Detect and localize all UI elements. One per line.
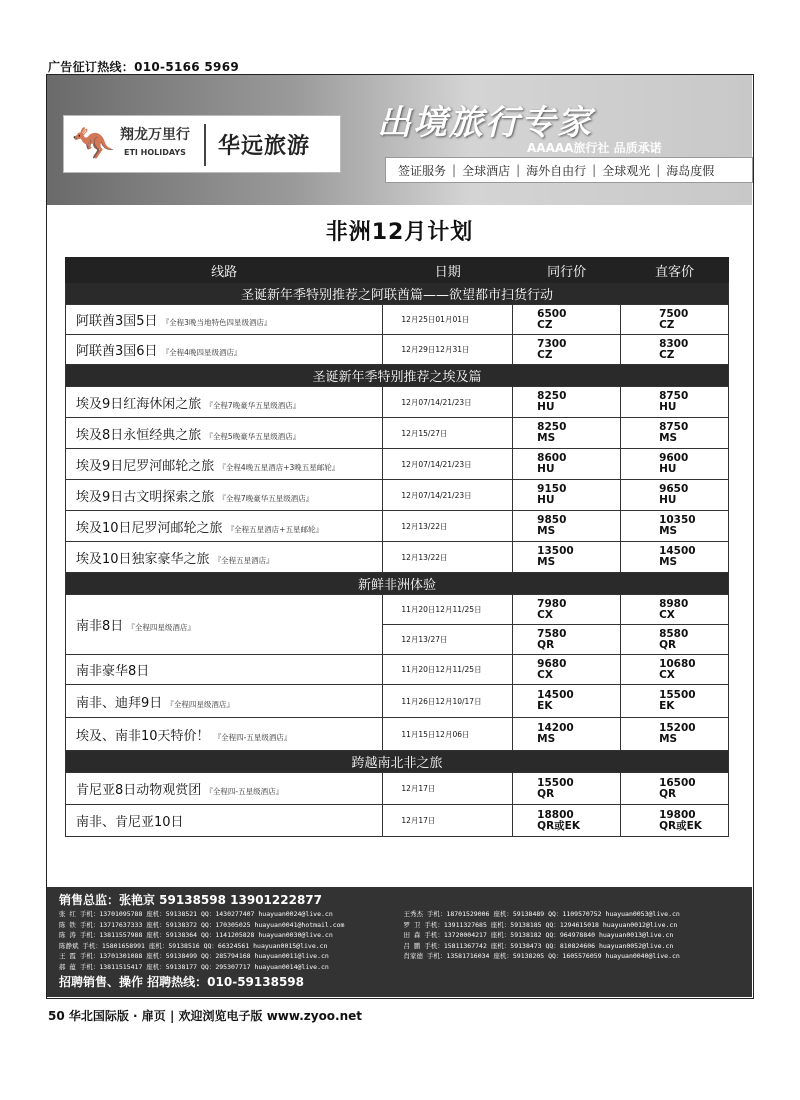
trade-price: 8250 [537, 390, 567, 402]
retail-carrier: CX [659, 668, 675, 681]
contacts-left [59, 909, 396, 973]
trade-carrier: HU [537, 401, 555, 413]
trade-price-cell [513, 335, 621, 365]
route-cell [66, 418, 383, 449]
trade-carrier: HU [537, 494, 555, 506]
trade-price: 6500 [537, 307, 567, 320]
retail-price-cell [621, 655, 729, 685]
trade-price-cell [513, 418, 621, 449]
retail-price-cell [621, 685, 729, 718]
retail-price-cell [621, 805, 729, 837]
brand-name: 华远旅游 [218, 134, 311, 159]
route-cell [66, 805, 383, 837]
table-row [66, 305, 729, 335]
table-row [66, 449, 729, 480]
trade-carrier: CZ [537, 318, 553, 331]
table-row [66, 387, 729, 418]
date-cell: 12月07/14/21/23日 [383, 387, 513, 418]
table-row [66, 773, 729, 805]
retail-price-cell [621, 625, 729, 655]
trade-price-cell [513, 773, 621, 805]
route-cell [66, 480, 383, 511]
route-note: 『全程3晚当地特色四星级酒店』 [161, 318, 272, 327]
trade-price: 9150 [537, 483, 567, 495]
trade-price: 14500 [537, 689, 574, 701]
trade-price-cell [513, 305, 621, 335]
route-cell [66, 449, 383, 480]
contact-row: 肖家德 手机：13581716034 座机：59138205 QQ：1605576059 huayuan0040@live.cn [403, 952, 680, 961]
retail-price: 9600 [659, 452, 689, 464]
retail-price-cell [621, 387, 729, 418]
col-trade-price: 同行价 [513, 258, 621, 283]
trade-carrier: HU [537, 463, 555, 475]
date-cell: 11月26日12月10/17日 [383, 685, 513, 718]
ad-frame [46, 74, 754, 999]
trade-price-cell [513, 655, 621, 685]
contacts-right [404, 909, 741, 973]
trade-price-cell [513, 625, 621, 655]
contact-row: 张 红 手机：13701095788 座机：59138521 QQ：1430277407 huayuan0024@live.cn [59, 910, 333, 918]
trade-carrier: QR [537, 787, 555, 800]
retail-price: 8980 [659, 597, 689, 610]
retail-price: 7500 [659, 307, 689, 320]
trade-carrier: MS [537, 525, 556, 537]
trade-price: 18800 [537, 808, 574, 821]
route-name: 南非8日 [76, 619, 124, 634]
contact-row: 吕 鹏 手机：15811367742 座机：59138473 QQ：810824606 huayuan0052@live.cn [403, 941, 674, 950]
date-cell: 12月07/14/21/23日 [383, 449, 513, 480]
table-row [66, 542, 729, 573]
retail-price: 15200 [659, 722, 696, 734]
trade-price: 13500 [537, 545, 574, 557]
route-name: 埃及、南非10天特价！ [76, 728, 210, 744]
service-hotel: 全球酒店 [462, 163, 511, 178]
col-date: 日期 [383, 258, 513, 283]
logo-cn: 翔龙万里行 [120, 127, 190, 143]
route-cell [66, 655, 383, 685]
route-cell [66, 387, 383, 418]
trade-price: 9680 [537, 657, 567, 670]
trade-price-cell [513, 718, 621, 751]
date-cell: 11月20日12月11/25日 [383, 655, 513, 685]
trade-price: 7300 [537, 337, 567, 350]
route-cell [66, 335, 383, 365]
section-header [66, 283, 729, 305]
retail-price-cell [621, 595, 729, 625]
sales-footer [47, 887, 752, 997]
trade-price-cell [513, 805, 621, 837]
banner [47, 75, 752, 205]
date-cell: 12月13/27日 [383, 625, 513, 655]
trade-price-cell [513, 511, 621, 542]
retail-carrier: MS [659, 733, 678, 745]
route-name: 埃及9日古文明探索之旅 [76, 489, 215, 505]
contact-row: 陈 铁 手机：13717637333 座机：59138372 QQ：170305025 huayuan0041@hotmail.com [59, 920, 345, 929]
brandline: AAAAA旅行社 品质承诺 [527, 141, 662, 155]
date-cell: 12月25日01月01日 [383, 305, 513, 335]
page-footer: 50 华北国际版 · 扉页 | 欢迎浏览电子版 www.zyoo.net [48, 1009, 363, 1023]
retail-price-cell [621, 773, 729, 805]
date-cell: 12月07/14/21/23日 [383, 480, 513, 511]
date-cell: 12月15/27日 [383, 418, 513, 449]
date-cell: 11月20日12月11/25日 [383, 595, 513, 625]
route-name: 埃及8日永恒经典之旅 [76, 427, 202, 443]
section-header [66, 751, 729, 773]
trade-price-cell [513, 595, 621, 625]
service-visa: 签证服务 [398, 163, 447, 178]
table-row [66, 718, 729, 751]
contact-row: 陈 涛 手机：13811557988 座机：59138364 QQ：1141205828 huayuan0030@live.cn [59, 931, 333, 940]
trade-carrier: MS [537, 556, 556, 568]
retail-price-cell [621, 718, 729, 751]
route-cell [66, 718, 383, 751]
date-cell: 12月17日 [383, 773, 513, 805]
section-title: 圣诞新年季特别推荐之阿联酋篇——欲望都市扫货行动 [66, 283, 729, 305]
trade-price-cell [513, 542, 621, 573]
section-title: 跨越南北非之旅 [66, 751, 729, 773]
trade-carrier: CX [537, 608, 553, 621]
retail-price-cell [621, 480, 729, 511]
route-name: 埃及9日红海休闲之旅 [76, 396, 202, 412]
col-retail-price: 直客价 [621, 258, 729, 283]
retail-price-cell [621, 335, 729, 365]
route-name: 南非豪华8日 [76, 664, 150, 679]
route-note: 『全程4晚四星级酒店』 [161, 348, 242, 357]
contact-row: 田 森 手机：13720004217 座机：59138182 QQ：964978840 huayuan0013@live.cn [403, 931, 674, 940]
contact-row: 王 霞 手机：13701301088 座机：59138499 QQ：285794168 huayuan0011@live.cn [59, 952, 329, 961]
trade-carrier: QR或EK [537, 819, 580, 832]
trade-price: 9850 [537, 514, 567, 526]
route-note: 『全程五星酒店』 [213, 555, 274, 565]
logo-box [63, 115, 341, 173]
route-cell [66, 305, 383, 335]
route-name: 阿联酋3国5日 [76, 314, 158, 329]
table-row [66, 595, 729, 625]
trade-carrier: MS [537, 733, 556, 745]
trade-price-cell [513, 480, 621, 511]
trade-carrier: QR [537, 638, 555, 651]
retail-price: 10680 [659, 657, 696, 670]
table-row [66, 655, 729, 685]
route-name: 肯尼亚8日动物观赏团 [76, 783, 202, 798]
retail-price: 8300 [659, 337, 689, 350]
trade-price: 14200 [537, 722, 574, 734]
retail-price: 8750 [659, 390, 689, 402]
table-row [66, 511, 729, 542]
trade-price-cell [513, 449, 621, 480]
route-name: 南非、迪拜9日 [76, 695, 163, 711]
retail-price: 15500 [659, 689, 696, 701]
trade-price: 7580 [537, 627, 567, 640]
trade-price: 8250 [537, 421, 567, 433]
route-note: 『全程四星级酒店』 [166, 699, 234, 709]
route-cell [66, 595, 383, 655]
retail-price: 8750 [659, 421, 689, 433]
table-row [66, 335, 729, 365]
recruit-hotline: 招聘销售、操作 招聘热线：010-59138598 [59, 974, 305, 989]
trade-price: 8600 [537, 452, 567, 464]
date-cell: 12月29日12月31日 [383, 335, 513, 365]
route-note: 『全程5晚豪华五星级酒店』 [205, 431, 301, 441]
trade-price-cell [513, 387, 621, 418]
contact-row: 王秀杰 手机：18701529006 座机：59138489 QQ：1109570752 huayuan0053@live.cn [403, 910, 680, 918]
trade-carrier: EK [537, 700, 553, 712]
logo-divider [204, 124, 206, 166]
route-note: 『全程四-五星级酒店』 [205, 787, 284, 796]
route-cell [66, 685, 383, 718]
trade-price: 7980 [537, 597, 567, 610]
route-name: 南非、肯尼亚10日 [76, 815, 184, 830]
route-name: 阿联酋3国6日 [76, 344, 158, 359]
retail-price: 19800 [659, 808, 696, 821]
services-bar: 签证服务 | 全球酒店 | 海外自由行 | 全球观光 | 海岛度假 [385, 157, 753, 183]
service-free-travel: 海外自由行 [526, 163, 587, 178]
col-route: 线路 [66, 258, 383, 283]
trade-price-cell [513, 685, 621, 718]
retail-price-cell [621, 542, 729, 573]
retail-price: 10350 [659, 514, 696, 526]
retail-price-cell [621, 418, 729, 449]
service-island: 海岛度假 [666, 163, 715, 178]
section-header [66, 365, 729, 387]
service-sightseeing: 全球观光 [602, 163, 651, 178]
retail-carrier: MS [659, 556, 678, 568]
route-name: 埃及10日独家豪华之旅 [76, 551, 210, 567]
retail-carrier: CX [659, 608, 675, 621]
contact-row: 郝 蕴 手机：13811515417 座机：59138177 QQ：295307717 huayuan0014@live.cn [59, 962, 329, 971]
date-cell: 12月17日 [383, 805, 513, 837]
retail-price-cell [621, 305, 729, 335]
contact-row: 陈静斌 手机：15801658991 座机：59138516 QQ：66324561 huayuan0015@live.cn [59, 941, 328, 950]
itinerary-table [65, 257, 729, 837]
route-name: 埃及10日尼罗河邮轮之旅 [76, 520, 223, 536]
date-cell: 12月13/22日 [383, 542, 513, 573]
route-cell [66, 773, 383, 805]
kangaroo-icon: 🦘 [72, 124, 115, 164]
route-note: 『全程7晚豪华五星级酒店』 [218, 493, 314, 503]
retail-price: 8580 [659, 627, 689, 640]
retail-price: 16500 [659, 776, 696, 789]
contact-row: 罗 卫 手机：13911327685 座机：59138185 QQ：1294615018 huayuan0012@live.cn [403, 920, 678, 929]
trade-price: 15500 [537, 776, 574, 789]
retail-carrier: CZ [659, 348, 675, 361]
retail-carrier: QR或EK [659, 819, 702, 832]
trade-carrier: MS [537, 432, 556, 444]
table-row [66, 685, 729, 718]
route-note: 『全程四-五星级酒店』 [213, 732, 292, 742]
page-title: 非洲12月计划 [325, 220, 474, 245]
section-title: 圣诞新年季特别推荐之埃及篇 [66, 365, 729, 387]
retail-carrier: EK [659, 700, 675, 712]
retail-price-cell [621, 449, 729, 480]
retail-carrier: HU [659, 463, 677, 475]
table-row [66, 805, 729, 837]
retail-carrier: QR [659, 638, 677, 651]
retail-carrier: CZ [659, 318, 675, 331]
retail-carrier: MS [659, 432, 678, 444]
route-cell [66, 511, 383, 542]
table-row [66, 418, 729, 449]
section-title: 新鲜非洲体验 [66, 573, 729, 595]
retail-carrier: QR [659, 787, 677, 800]
route-note: 『全程7晚豪华五星级酒店』 [205, 400, 301, 410]
retail-carrier: HU [659, 401, 677, 413]
section-header [66, 573, 729, 595]
route-note: 『全程五星酒店+五星邮轮』 [226, 524, 323, 534]
retail-price: 14500 [659, 545, 696, 557]
trade-carrier: CZ [537, 348, 553, 361]
route-note: 『全程四星级酒店』 [127, 623, 195, 632]
date-cell: 11月15日12月06日 [383, 718, 513, 751]
route-name: 埃及9日尼罗河邮轮之旅 [76, 458, 215, 474]
retail-carrier: HU [659, 494, 677, 506]
route-note: 『全程4晚五星酒店+3晚五星邮轮』 [218, 462, 340, 472]
date-cell: 12月13/22日 [383, 511, 513, 542]
ad-hotline: 广告征订热线：010-5166 5969 [48, 60, 240, 74]
retail-carrier: MS [659, 525, 678, 537]
retail-price: 9650 [659, 483, 689, 495]
sales-director: 销售总监：张艳京 59138598 13901222877 [59, 893, 322, 907]
logo-en: ETI HOLIDAYS [124, 148, 186, 157]
route-cell [66, 542, 383, 573]
slogan: 出境旅行专家 [377, 103, 593, 143]
trade-carrier: CX [537, 668, 553, 681]
table-row [66, 480, 729, 511]
retail-price-cell [621, 511, 729, 542]
